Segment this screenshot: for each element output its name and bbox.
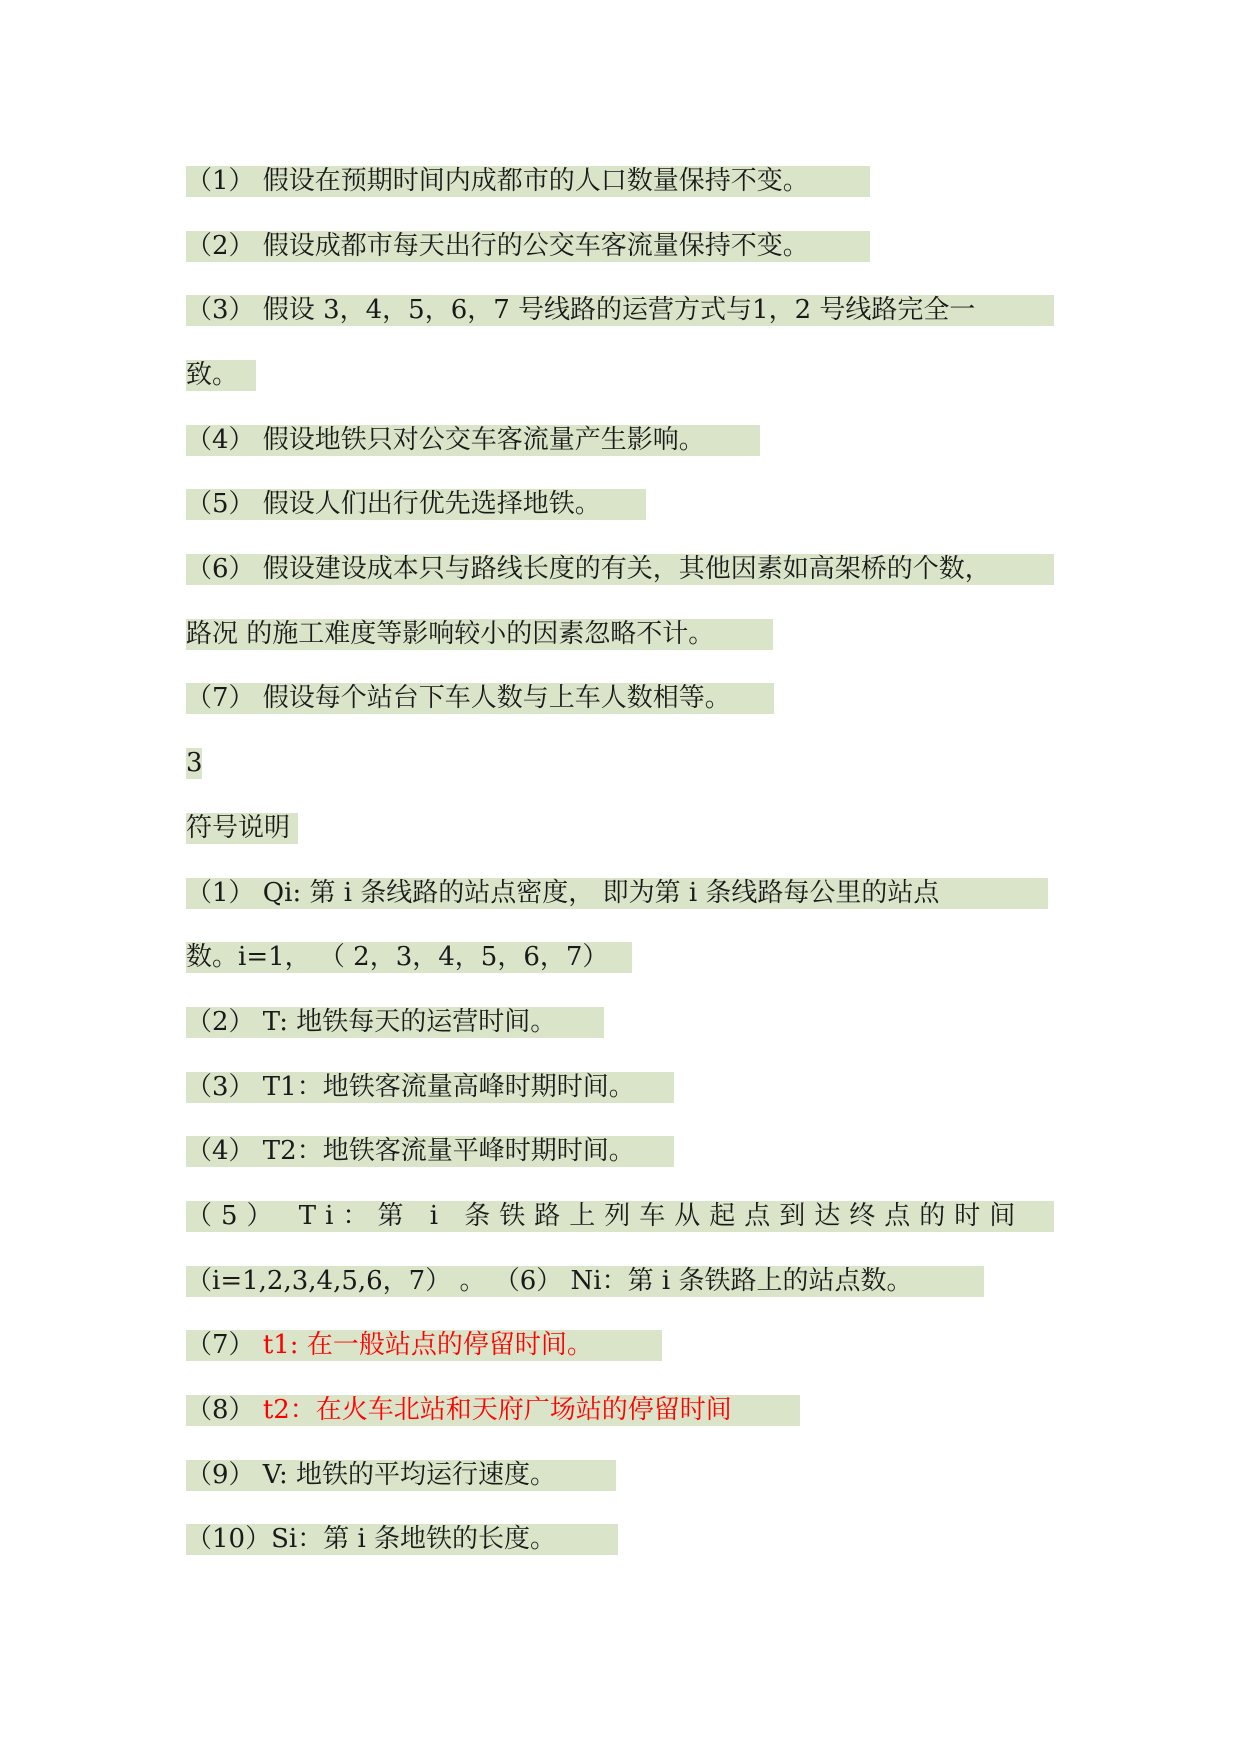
symbol-8-text: t2：在火车北站和天府广场站的停留时间 xyxy=(262,1395,732,1425)
section-number: 3 xyxy=(186,748,203,778)
assumption-2: （2） 假设成都市每天出行的公交车客流量保持不变。 xyxy=(186,231,870,262)
assumption-6: （6） 假设建设成本只与路线长度的有关，其他因素如高架桥的个数， xyxy=(186,554,1054,585)
assumption-3-continued: 致。 xyxy=(186,360,256,391)
symbol-5-continued: （i=1,2,3,4,5,6，7） 。 （6） Ni：第 i 条铁路上的站点数。 xyxy=(186,1266,984,1297)
symbol-4: （4） T2：地铁客流量平峰时期时间。 xyxy=(186,1136,674,1167)
section-title: 符号说明 xyxy=(186,813,298,844)
symbol-8 xyxy=(186,1395,800,1426)
assumption-3: （3） 假设 3，4，5，6，7 号线路的运营方式与1，2 号线路完全一 xyxy=(186,295,1054,326)
assumption-6-continued: 路况 的施工难度等影响较小的因素忽略不计。 xyxy=(186,619,773,650)
symbol-1: （1） Qi: 第 i 条线路的站点密度， 即为第 i 条线路每公里的站点 xyxy=(186,878,1048,909)
symbol-9: （9） V: 地铁的平均运行速度。 xyxy=(186,1460,616,1491)
assumption-1: （1） 假设在预期时间内成都市的人口数量保持不变。 xyxy=(186,166,870,197)
symbol-7 xyxy=(186,1330,662,1361)
symbol-5: （5） Ti：第 i 条铁路上列车从起点到达终点的时间 xyxy=(186,1201,1054,1232)
symbol-3: （3） T1：地铁客流量高峰时期时间。 xyxy=(186,1072,674,1103)
symbol-7-text: t1: 在一般站点的停留时间。 xyxy=(262,1330,593,1360)
assumption-4: （4） 假设地铁只对公交车客流量产生影响。 xyxy=(186,425,760,456)
assumption-7: （7） 假设每个站台下车人数与上车人数相等。 xyxy=(186,683,774,714)
symbol-8-prefix: （8） xyxy=(186,1395,263,1425)
symbol-1-continued: 数。i=1， （ 2，3，4，5，6，7） xyxy=(186,942,632,973)
symbol-7-prefix: （7） xyxy=(186,1330,263,1360)
symbol-2: （2） T: 地铁每天的运营时间。 xyxy=(186,1007,604,1038)
symbol-10: （10）Si：第 i 条地铁的长度。 xyxy=(186,1524,618,1555)
assumption-5: （5） 假设人们出行优先选择地铁。 xyxy=(186,489,646,520)
